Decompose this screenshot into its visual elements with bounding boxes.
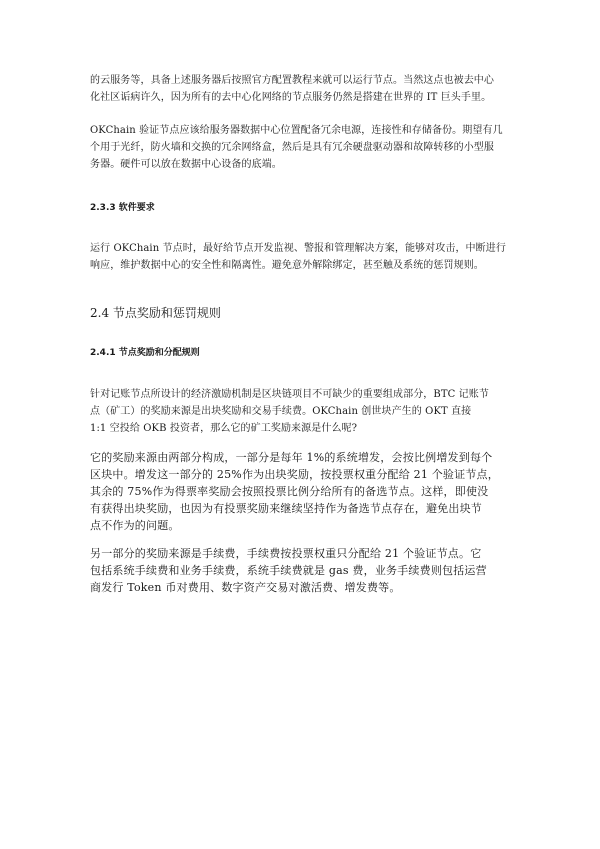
text-line: 包括系统手续费和业务手续费，系统手续费就是 gas 费，业务手续费则包括运营: [90, 564, 487, 577]
heading-reward-distribution: 2.4.1 节点奖励和分配规则: [90, 348, 200, 358]
text-line: 的云服务等，具备上述服务器后按照官方配置教程来就可以运行节点。当然这点也被去中心: [90, 75, 494, 86]
paragraph-reward-sources: [90, 449, 520, 534]
text-line: 个用于光纤，防火墙和交换的冗余网络盒，然后是具有冗余硬盘驱动器和故障转移的小型服: [90, 142, 494, 153]
paragraph-software-requirements: [90, 240, 520, 274]
heading-software-requirements: 2.3.3 软件要求: [90, 203, 155, 213]
section-heading-2-4-1: [90, 345, 200, 358]
paragraph-fee-rewards: [90, 545, 520, 596]
text-line: 区块中。增发这一部分的 25%作为出块奖励，按投票权重分配给 21 个验证节点，: [90, 468, 499, 481]
text-line: 响应，维护数据中心的安全性和隔离性。避免意外解除绑定，甚至触及系统的惩罚规则。: [90, 260, 484, 271]
paragraph-hardware-redundancy: [90, 122, 520, 173]
text-line: 商发行 Token 币对费用、数字资产交易对激活费、增发费等。: [90, 581, 401, 594]
section-heading-2-4: [90, 304, 221, 321]
text-line: 运行 OKChain 节点时，最好给节点开发监视、警报和管理解决方案，能够对攻击，中断进行: [90, 243, 506, 254]
text-line: 针对记账节点所设计的经济激励机制是区块链项目不可缺少的重要组成部分，BTC 记账节: [90, 389, 489, 400]
text-line: 1:1 空投给 OKB 投资者，那么它的矿工奖励来源是什么呢?: [90, 423, 358, 434]
paragraph-cloud-services: [90, 72, 520, 106]
text-line: OKChain 验证节点应该给服务器数据中心位置配备冗余电源，连接性和存储备份。期望有几: [90, 125, 503, 136]
text-line: 其余的 75%作为得票率奖励会按照投票比例分给所有的备选节点。这样，即使没: [90, 485, 489, 498]
text-line: 另一部分的奖励来源是手续费，手续费按投票权重只分配给 21 个验证节点。它: [90, 547, 482, 560]
text-line: 点（矿工）的奖励来源是出块奖励和交易手续费。OKChain 创世块产生的 OKT 直接: [90, 406, 472, 417]
text-line: 它的奖励来源由两部分构成，一部分是每年 1%的系统增发，会按比例增发到每个: [90, 451, 493, 464]
text-line: 点不作为的问题。: [90, 519, 180, 532]
section-heading-2-3-3: [90, 200, 155, 213]
heading-node-rewards-penalties: 2.4 节点奖励和惩罚规则: [90, 306, 221, 320]
text-line: 有获得出块奖励，也因为有投票奖励来继续坚持作为备选节点存在，避免出块节: [90, 502, 482, 515]
text-line: 化社区诟病许久，因为所有的去中心化网络的节点服务仍然是搭建在世界的 IT 巨头手里。: [90, 92, 492, 103]
text-line: 务器。硬件可以放在数据中心设备的底端。: [90, 159, 282, 170]
paragraph-economic-incentives: [90, 386, 520, 437]
